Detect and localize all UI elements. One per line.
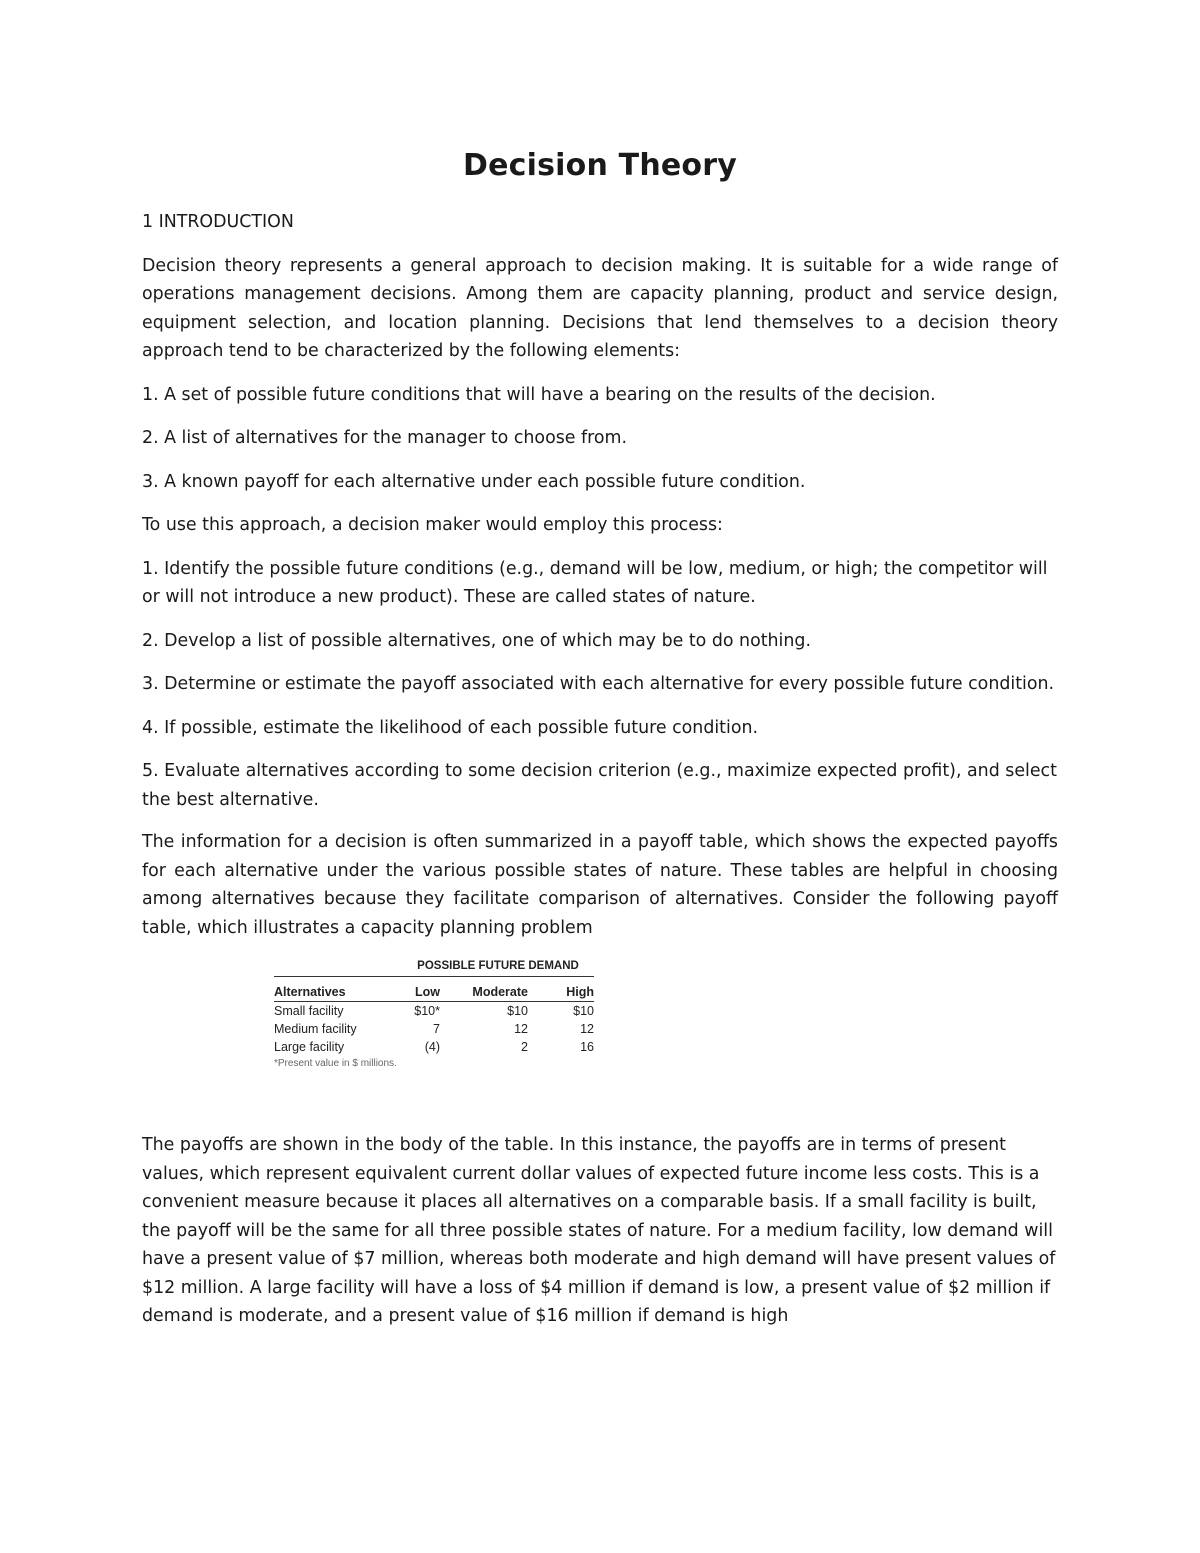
- element-item: 3. A known payoff for each alternative under each possible future condition.: [142, 471, 806, 492]
- table-cell: (4): [424, 1040, 440, 1054]
- document-body: [142, 142, 1058, 1331]
- process-step: 1. Identify the possible future conditions (e.g., demand will be low, medium, or high; the competitor will or will not introduce a new product). These are called states of nature.: [142, 558, 1048, 607]
- table-footnote: *Present value in $ millions.: [274, 1058, 397, 1069]
- section-heading: 1 INTRODUCTION: [142, 212, 294, 232]
- table-cell: Small facility: [274, 1004, 344, 1018]
- process-step: 2. Develop a list of possible alternatives, one of which may be to do nothing.: [142, 630, 811, 651]
- table-cell: 12: [580, 1022, 594, 1036]
- document-title: Decision Theory: [463, 148, 737, 183]
- column-header: High: [528, 977, 594, 1002]
- table-cell: $10: [507, 1004, 528, 1018]
- closing-paragraph: The payoffs are shown in the body of the table. In this instance, the payoffs are in terms of present values, which represent equivalent current dollar values of expected future income less costs. This is a convenient measure because it places all alternatives on a comparable basis. If a small facility is built, the payoff will be the same for all three possible states of nature. For a medium facility, low demand will have a present value of $7 million, whereas both moderate and high demand will have present values of $12 million. A large facility will have a loss of $4 million if demand is low, a present value of $2 million if demand is moderate, and a present value of $16 million if demand is high: [142, 1135, 1056, 1326]
- payoff-table-figure: [274, 958, 594, 1069]
- column-header: Moderate: [440, 977, 528, 1002]
- element-item: 1. A set of possible future conditions that will have a bearing on the results of the decision.: [142, 384, 936, 405]
- table-cell: $10*: [414, 1004, 440, 1018]
- table-row: [274, 1038, 594, 1056]
- column-header: Alternatives: [274, 977, 402, 1002]
- process-step: 5. Evaluate alternatives according to some decision criterion (e.g., maximize expected profit), and select the best alternative.: [142, 761, 1057, 810]
- element-item: 2. A list of alternatives for the manager to choose from.: [142, 428, 628, 448]
- table-row: [274, 1002, 594, 1021]
- table-cell: Medium facility: [274, 1022, 357, 1036]
- column-header: Low: [402, 977, 440, 1002]
- table-cell: 2: [521, 1040, 528, 1054]
- table-cell: 16: [580, 1040, 594, 1054]
- table-cell: Large facility: [274, 1040, 345, 1054]
- table-header-row: [274, 977, 594, 1002]
- table-cell: $10: [573, 1004, 594, 1018]
- process-step: 4. If possible, estimate the likelihood of each possible future condition.: [142, 717, 759, 738]
- payoff-paragraph: The information for a decision is often summarized in a payoff table, which shows the expected payoffs for each alternative under the various possible states of nature. These tables are helpful in choosing among alternatives because they facilitate comparison of alternatives. Consider the following payoff table, which illustrates a capacity planning problem: [142, 832, 1058, 938]
- table-group-header: POSSIBLE FUTURE DEMAND: [402, 958, 594, 977]
- process-step: 3. Determine or estimate the payoff associated with each alternative for every possible future condition.: [142, 674, 1055, 694]
- payoff-table: [274, 958, 594, 1056]
- table-cell: 12: [514, 1022, 528, 1036]
- table-cell: 7: [433, 1022, 440, 1036]
- process-intro: To use this approach, a decision maker would employ this process:: [142, 515, 723, 535]
- table-row: [274, 1020, 594, 1038]
- intro-paragraph: Decision theory represents a general approach to decision making. It is suitable for a wide range of operations management decisions. Among them are capacity planning, product and service design, equipment selection, and location planning. Decisions that lend themselves to a decision theory approach tend to be characterized by the following elements:: [142, 255, 1058, 361]
